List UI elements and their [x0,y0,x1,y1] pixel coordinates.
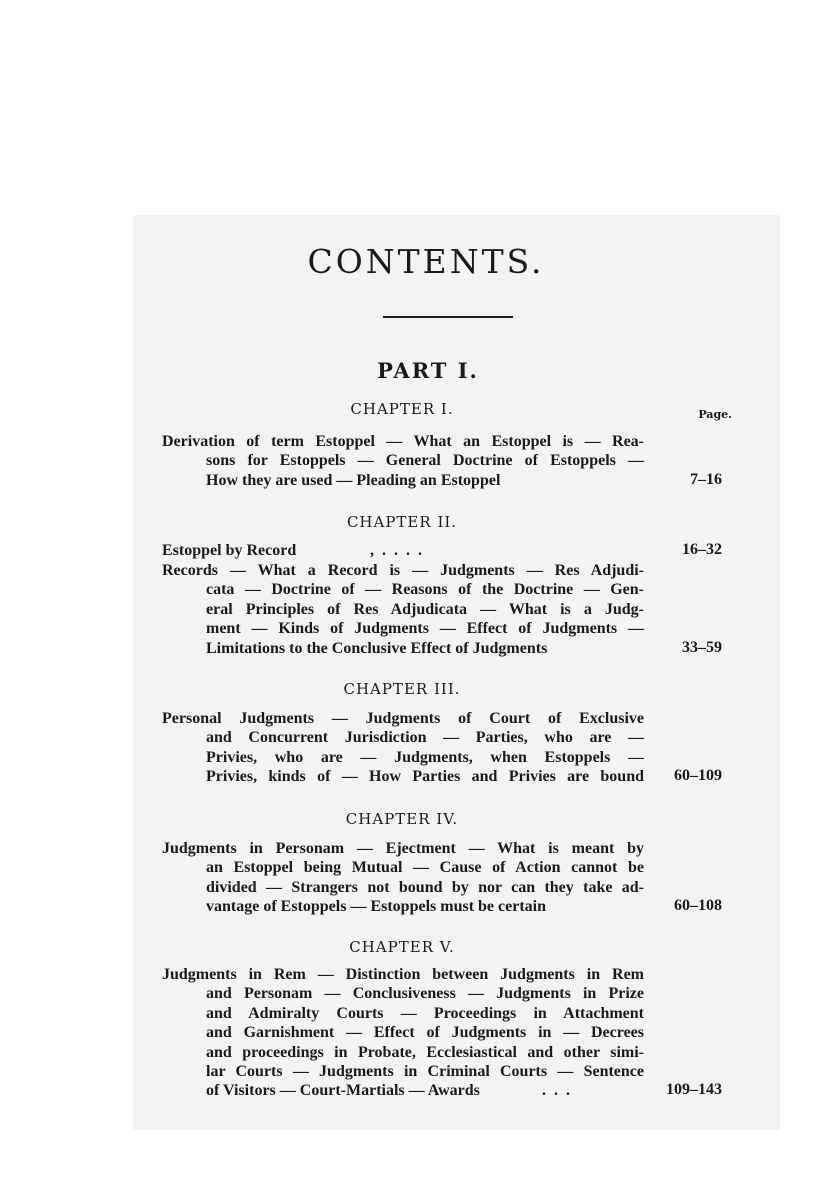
entry-line: Judgments in Rem — Distinction between Judgments in Rem [162,966,644,983]
entry-line [162,1081,644,1100]
toc-entry [162,432,644,490]
entry-line: and Garnishment — Effect of Judgments in — Decrees [206,1024,644,1042]
entry-line: and proceedings in Probate, Ecclesiastical and other simi- [206,1043,644,1061]
chapter-heading: CHAPTER IV. [345,810,459,828]
entry-line: and Personam — Conclusiveness — Judgments in Prize [206,985,644,1003]
entry-line [162,541,644,560]
entry-line: sons for Estoppels — General Doctrine of Estoppels — [206,452,644,470]
chapter-heading: CHAPTER V. [349,938,455,956]
entry-line: Records — What a Record is — Judgments — Res Adjudi- [162,562,644,579]
page-title: CONTENTS. [307,242,545,281]
entry-pages: 109–143 [666,1081,722,1098]
entry-line: Privies, who are — Judgments, when Estoppels — [206,748,644,766]
entry-line: Privies, kinds of — How Parties and Privies are bound [206,768,644,786]
chapter-heading: CHAPTER I. [350,400,454,418]
entry-pages: 60–108 [674,897,722,914]
toc-entry [162,561,644,658]
entry-line: vantage of Estoppels — Estoppels must be certain [206,898,547,916]
entry-line: divided — Strangers not bound by nor can they take ad- [206,878,644,896]
entry-line: and Admiralty Courts — Proceedings in Attachment [206,1004,644,1022]
entry-line: eral Principles of Res Adjudicata — What is a Judg- [206,600,644,618]
entry-text: of Visitors — Court-Martials — Awards [206,1082,480,1100]
entry-pages: 33–59 [682,639,722,656]
entry-line: lar Courts — Judgments in Criminal Courts — Sentence [206,1062,644,1080]
entry-line: Limitations to the Conclusive Effect of Judgments [206,639,548,657]
dot-leader: . . . [542,1082,572,1100]
entry-line: an Estoppel being Mutual — Cause of Action cannot be [206,859,644,877]
toc-entry [162,709,644,787]
toc-entry [162,839,644,917]
entry-text: Estoppel by Record [162,542,297,559]
title-rule [383,316,513,318]
entry-line: Judgments in Personam — Ejectment — What is meant by [162,840,644,857]
chapter-heading: CHAPTER III. [343,680,461,698]
entry-pages: 16–32 [682,541,722,558]
chapter-heading: CHAPTER II. [346,513,458,531]
entry-line: Derivation of term Estoppel — What an Estoppel is — Rea- [162,433,644,450]
part-heading: PART I. [377,358,479,383]
entry-line: How they are used — Pleading an Estoppel [206,471,501,489]
entry-line: Personal Judgments — Judgments of Court of Exclusive [162,710,644,727]
entry-line: and Concurrent Jurisdiction — Parties, who are — [206,729,644,747]
entry-line: ment — Kinds of Judgments — Effect of Judgments — [206,620,644,638]
toc-entry [162,541,644,560]
entry-line: cata — Doctrine of — Reasons of the Doctrine — Gen- [206,581,644,599]
page-column-label: Page. [698,408,732,421]
toc-entry [162,965,644,1101]
entry-pages: 7–16 [690,471,722,488]
entry-pages: 60–109 [674,767,722,784]
dot-leader: , . . . . [370,542,424,559]
